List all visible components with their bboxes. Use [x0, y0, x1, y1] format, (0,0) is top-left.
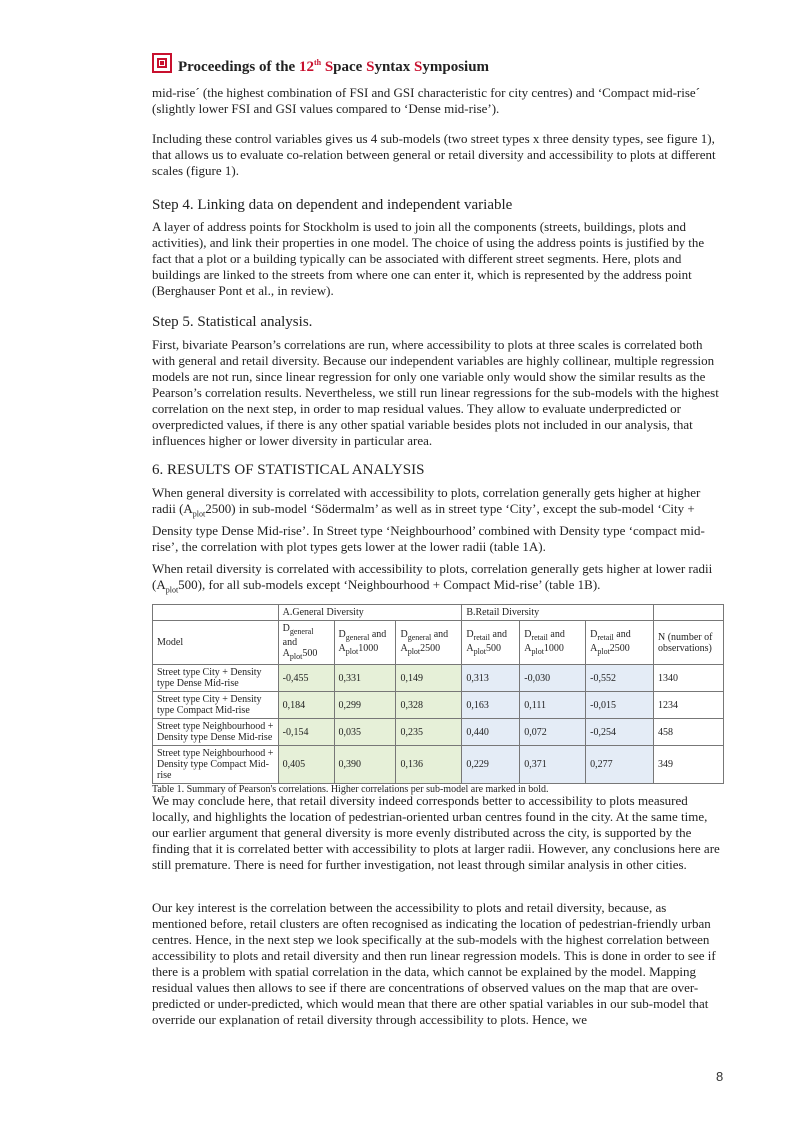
cell-value: 0,035: [334, 719, 396, 746]
cell-value: 0,299: [334, 692, 396, 719]
col-header-3: $D_{general}$ and $A_{plot}2500$: [396, 621, 462, 665]
cell-value: 0,136: [396, 746, 462, 784]
symposium-logo-icon: [152, 53, 172, 73]
cell-value: -0,030: [520, 665, 586, 692]
cell-value: -0,552: [586, 665, 654, 692]
col-header-6: $D_{retail}$ and $A_{plot}2500$: [586, 621, 654, 665]
page-number: 8: [716, 1069, 724, 1084]
row-model: Street type Neighbourhood + Density type Compact Mid-rise: [153, 746, 279, 784]
paragraph-8: [152, 900, 724, 1028]
table-row: [153, 746, 724, 784]
col-header-4: $D_{retail}$ and $A_{plot}500$: [462, 621, 520, 665]
cell-value: 0,405: [278, 746, 334, 784]
cell-value: 0,184: [278, 692, 334, 719]
paragraph-text: Including these control variables gives us 4 sub-models (two street types x three density types, see figure 1), that allows us to evaluate co-relation between general or retail diversity and accessibility to plots at different scales (figure 1).: [152, 131, 716, 178]
header-title-prefix: Proceedings of the: [178, 59, 299, 75]
table-row: [153, 665, 724, 692]
paragraph-text: First, bivariate Pearson’s correlations are run, where accessibility to plots at three scales is correlated both with general and retail diversity. Because our independent variables are highly collinear, multiple regression models are not run, since linear regression for only one variable only would show the similar results as the Pearson’s correlation results. Nevertheless, we still run linear regressions for the sub-models with the highest correlation on the next step, in order to map residual values. They allow to evaluate underpredicted or overpredicted values, if there is any other spatial variable besides plots not included in our analysis, that influences higher or lower diversity in particular area.: [152, 337, 719, 448]
cell-value: 0,111: [520, 692, 586, 719]
cell-value: 0,331: [334, 665, 396, 692]
cell-value: 0,149: [396, 665, 462, 692]
cell-value: 0,277: [586, 746, 654, 784]
step-5-heading: Step 5. Statistical analysis.: [152, 314, 313, 330]
table-row: [153, 692, 724, 719]
paragraph-6: [152, 561, 724, 599]
col-header-1: $D_{general}$ and $A_{plot}500$: [278, 621, 334, 665]
cell-n: 1340: [653, 665, 723, 692]
n-header: N (number of observations): [653, 621, 723, 665]
paragraph-4: [152, 337, 724, 449]
header-syntax: yntax: [374, 59, 415, 75]
row-model: Street type City + Density type Dense Mid-rise: [153, 665, 279, 692]
cell-value: -0,154: [278, 719, 334, 746]
table-caption: Table 1. Summary of Pearson's correlations. Higher correlations per sub-model are marked in bold.: [152, 784, 549, 795]
cell-value: 0,328: [396, 692, 462, 719]
cell-value: 0,313: [462, 665, 520, 692]
paragraph-7: [152, 793, 724, 873]
paragraph-2: [152, 131, 724, 179]
header-space: pace: [333, 59, 367, 75]
paragraph-text: When general diversity is correlated with accessibility to plots, correlation generally gets higher at higher radii $(A_{plot}2500)$ in sub-model ‘Södermalm’ as well as in street type ‘City’, except the sub-model ‘City + Density type Dense Mid-rise’. In Street type ‘Neighbourhood’ combined with Density type ‘compact mid-rise’, the correlation with plot types gets lower at the lower radii (table 1A).: [152, 485, 705, 554]
header-s1: S: [324, 59, 334, 75]
paragraph-text: We may conclude here, that retail diversity indeed corresponds better to accessibility to plots measured locally, and highlights the location of pedestrian-oriented urban centres found in the city. At the same time, our earlier argument that general diversity is more evenly distributed across the city, is supported by the finding that it is correlated better with accessibility to plots at larger radii. However, any conclusions here are still premature. There is need for further investigation, not least through similar analysis in other cities.: [152, 793, 720, 872]
cell-value: -0,455: [278, 665, 334, 692]
header-s2: S: [366, 59, 375, 75]
header-s3: S: [414, 59, 423, 75]
cell-value: 0,371: [520, 746, 586, 784]
results-table-container: [152, 604, 724, 796]
cell-n: 349: [653, 746, 723, 784]
step-4-heading: Step 4. Linking data on dependent and independent variable: [152, 197, 513, 213]
cell-value: -0,254: [586, 719, 654, 746]
paragraph-text: Our key interest is the correlation between the accessibility to plots and retail diversity, because, as mentioned before, retail clusters are often recognised as indicating the location of pedestrian-friendly urban centres. Hence, in the next step we look specifically at the sub-models with the highest correlation between accessibility to plots and retail diversity and then run linear regression models. This is done in order to see if there is a problem with spatial correlation in the data, which cannot be explained by the model. Mapping residual values then allows to see if there are concentrations of observed values on the map that are over-predicted or under-predicted, which would mean that there are other spatial variables in our sub-model that override our explanation of retail diversity through accessibility to plots. Hence, we: [152, 900, 716, 1027]
cell-n: 458: [653, 719, 723, 746]
row-model: Street type City + Density type Compact Mid-rise: [153, 692, 279, 719]
results-table: [152, 604, 724, 784]
paragraph-text: A layer of address points for Stockholm is used to join all the components (streets, buildings, plots and activities), and link their properties in one model. The choice of using the address points is justified by the fact that a plot or a building typically can be associated with different street segments. Here, plots and buildings are linked to the streets from where one can enter it, which is represented by the address point (Berghauser Pont et al., in review).: [152, 219, 705, 298]
group-b-header: B.Retail Diversity: [462, 605, 654, 621]
table-empty-cell: [153, 605, 279, 621]
col-header-2: $D_{general}$ and $A_{plot}1000$: [334, 621, 396, 665]
model-header: Model: [153, 621, 279, 665]
paragraph-5: [152, 485, 724, 555]
table-empty-cell: [653, 605, 723, 621]
cell-value: -0,015: [586, 692, 654, 719]
table-column-header-row: [153, 621, 724, 665]
cell-value: 0,440: [462, 719, 520, 746]
cell-value: 0,229: [462, 746, 520, 784]
header-title: [178, 58, 489, 76]
paragraph-1: [152, 85, 724, 117]
header-title-number: 12: [298, 59, 314, 75]
paragraph-text: mid-rise´ (the highest combination of FSI and GSI characteristic for city centres) and ‘Compact mid-rise´ (slightly lower FSI and GSI values compared to ‘Dense mid-rise’).: [152, 85, 700, 116]
cell-value: 0,390: [334, 746, 396, 784]
proceedings-header: [152, 50, 489, 76]
header-symposium: ymposium: [422, 59, 490, 75]
table-row: [153, 719, 724, 746]
table-group-header-row: [153, 605, 724, 621]
cell-value: 0,072: [520, 719, 586, 746]
header-title-suffix: th: [313, 58, 322, 67]
paragraph-text: When retail diversity is correlated with accessibility to plots, correlation generally gets higher at lower radii $(A_{plot}500)$, for all sub-models except ‘Neighbourhood + Compact Mid-rise’ (table 1B).: [152, 561, 713, 595]
paragraph-3: [152, 219, 724, 299]
cell-value: 0,163: [462, 692, 520, 719]
cell-value: 0,235: [396, 719, 462, 746]
section-6-heading: 6. RESULTS OF STATISTICAL ANALYSIS: [152, 462, 425, 478]
row-model: Street type Neighbourhood + Density type Dense Mid-rise: [153, 719, 279, 746]
group-a-header: A.General Diversity: [278, 605, 462, 621]
cell-n: 1234: [653, 692, 723, 719]
col-header-5: $D_{retail}$ and $A_{plot}1000$: [520, 621, 586, 665]
